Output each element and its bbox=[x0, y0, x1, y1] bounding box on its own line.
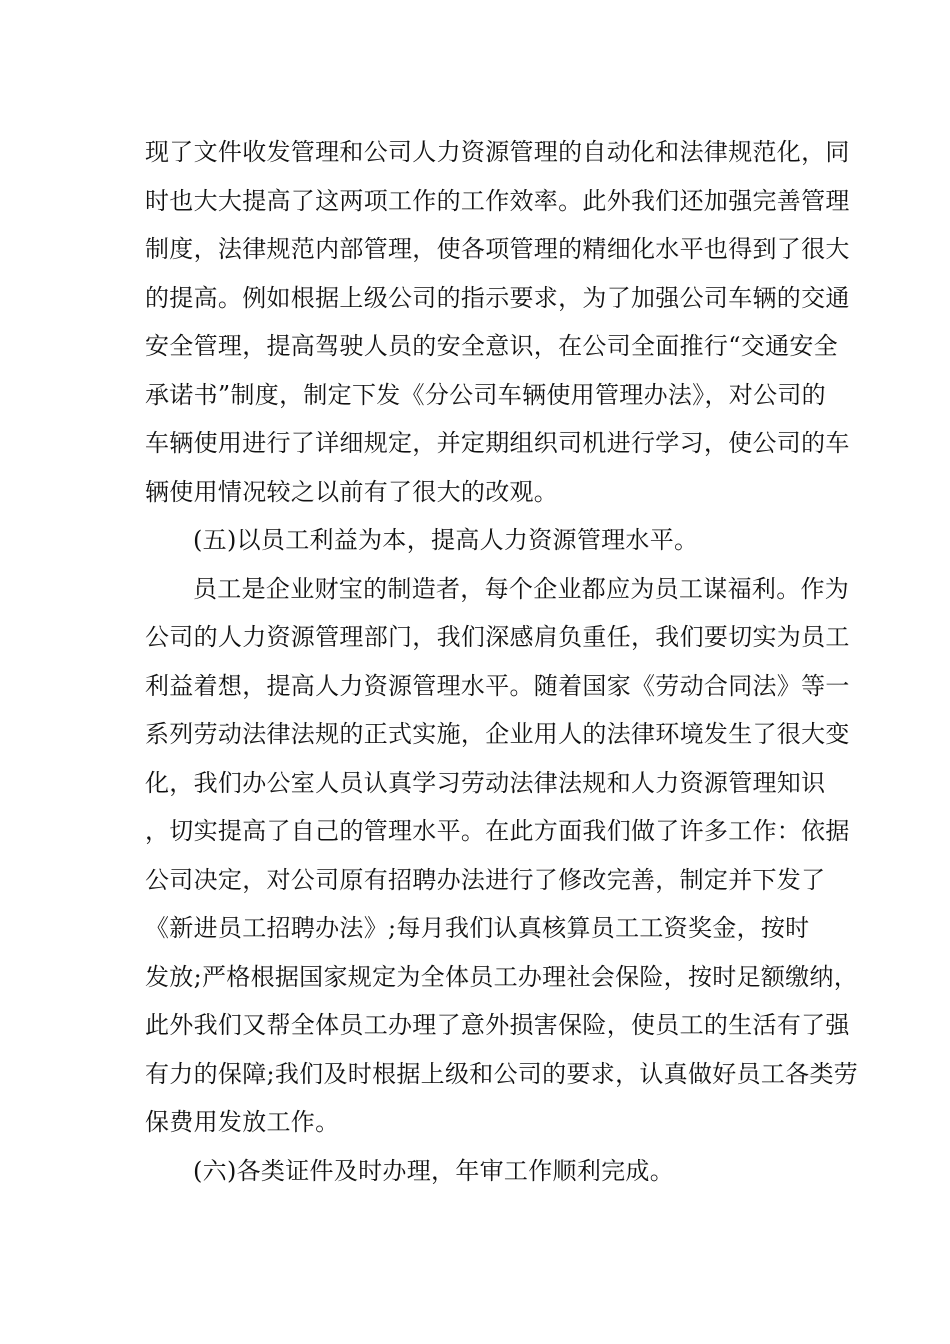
paragraph-line: 化，我们办公室人员认真学习劳动法律法规和人力资源管理知识 bbox=[145, 768, 826, 797]
paragraph-line: 保费用发放工作。 bbox=[145, 1108, 340, 1136]
paragraph-line: 现了文件收发管理和公司人力资源管理的自动化和法律规范化，同 bbox=[145, 138, 850, 166]
paragraph-line: 车辆使用进行了详细规定，并定期组织司机进行学习，使公司的车 bbox=[145, 429, 850, 457]
paragraph-line: 时也大大提高了这两项工作的工作效率。此外我们还加强完善管理 bbox=[145, 186, 850, 215]
section-heading-5: (五)以员工利益为本，提高人力资源管理水平。 bbox=[193, 526, 699, 554]
paragraph-line: 利益着想，提高人力资源管理水平。随着国家《劳动合同法》等一 bbox=[145, 671, 850, 700]
paragraph-line: 安全管理，提高驾驶人员的安全意识，在公司全面推行“交通安全 bbox=[145, 332, 838, 360]
paragraph-line: 发放;严格根据国家规定为全体员工办理社会保险，按时足额缴纳， bbox=[145, 962, 859, 991]
paragraph-line: 公司的人力资源管理部门，我们深感肩负重任，我们要切实为员工 bbox=[145, 623, 850, 651]
paragraph-line: 系列劳动法律法规的正式实施，企业用人的法律环境发生了很大变 bbox=[145, 720, 850, 748]
document-body bbox=[145, 128, 859, 1195]
paragraph-line: 辆使用情况较之以前有了很大的改观。 bbox=[145, 477, 559, 506]
paragraph-line: 员工是企业财宝的制造者，每个企业都应为员工谋福利。作为 bbox=[193, 574, 850, 603]
paragraph-line: 此外我们又帮全体员工办理了意外损害保险，使员工的生活有了强 bbox=[145, 1011, 850, 1039]
paragraph-line: 有力的保障;我们及时根据上级和公司的要求，认真做好员工各类劳 bbox=[145, 1059, 859, 1088]
paragraph-line: 的提高。例如根据上级公司的指示要求，为了加强公司车辆的交通 bbox=[145, 283, 850, 312]
paragraph-line: ，切实提高了自己的管理水平。在此方面我们做了许多工作：依据 bbox=[145, 817, 850, 845]
paragraph-line: 制度，法律规范内部管理，使各项管理的精细化水平也得到了很大 bbox=[145, 235, 850, 263]
paragraph-line: 公司决定，对公司原有招聘办法进行了修改完善，制定并下发了 bbox=[145, 865, 826, 894]
paragraph-line: 《新进员工招聘办法》;每月我们认真核算员工工资奖金，按时 bbox=[145, 914, 810, 942]
section-heading-6: (六)各类证件及时办理，年审工作顺利完成。 bbox=[193, 1156, 675, 1185]
paragraph-line: 承诺书”制度，制定下发《分公司车辆使用管理办法》，对公司的 bbox=[145, 380, 826, 409]
